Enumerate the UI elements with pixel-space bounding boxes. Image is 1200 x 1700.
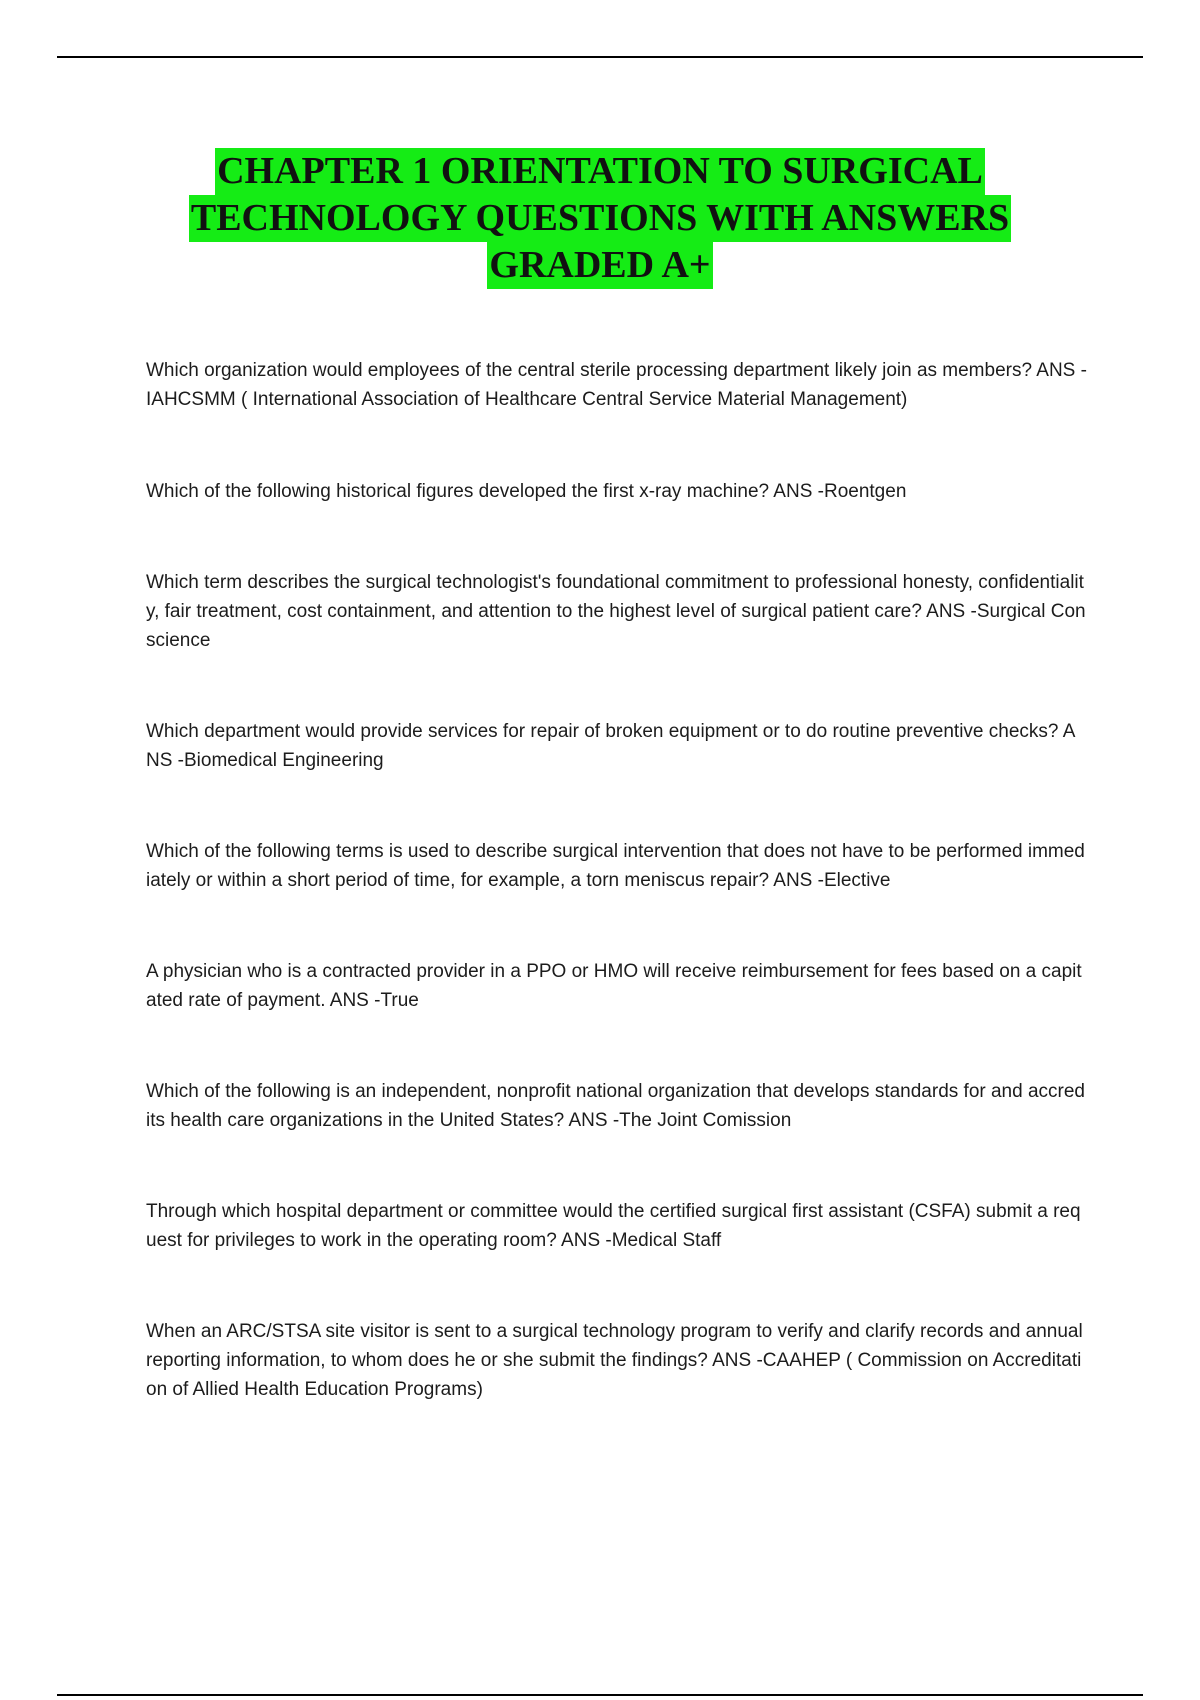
qa-item-3 (146, 568, 1088, 655)
question-text: Which organization would employees of the central sterile processing department likely join as members? (146, 360, 1033, 381)
title-line-1: CHAPTER 1 ORIENTATION TO SURGICAL (215, 148, 985, 195)
qa-item-9 (146, 1317, 1088, 1404)
title-line-3: GRADED A+ (487, 242, 712, 289)
top-rule (57, 56, 1143, 58)
qa-item-4 (146, 717, 1088, 775)
question-text: Which of the following is an independent, nonprofit national organization that develops standards for and accredits health care organizations in the United States? (146, 1081, 1085, 1131)
answer-text: ANS -IAHCSMM ( International Association of Healthcare Central Service Material Management) (146, 360, 1087, 410)
qa-item-8 (146, 1197, 1088, 1255)
question-text: Which of the following historical figures developed the first x-ray machine? (146, 481, 770, 502)
qa-item-1 (146, 356, 1088, 414)
question-text: Which of the following terms is used to describe surgical intervention that does not have to be performed immediately or within a short period of time, for example, a torn meniscus repair? (146, 841, 1085, 891)
question-text: Through which hospital department or committee would the certified surgical first assistant (CSFA) submit a request for privileges to work in the operating room? (146, 1201, 1081, 1251)
answer-text: ANS -Surgical Conscience (146, 601, 1086, 651)
qa-list (146, 356, 1088, 1404)
answer-text: ANS -True (325, 990, 419, 1011)
qa-item-5 (146, 837, 1088, 895)
document-title (57, 148, 1143, 289)
bottom-rule (57, 1694, 1143, 1696)
answer-text: ANS -Elective (769, 870, 891, 891)
answer-text: ANS -The Joint Comission (564, 1110, 792, 1131)
answer-text: ANS -CAAHEP ( Commission on Accreditation of Allied Health Education Programs) (146, 1350, 1082, 1400)
answer-text: ANS -Medical Staff (556, 1230, 722, 1251)
qa-item-7 (146, 1077, 1088, 1135)
question-text: A physician who is a contracted provider in a PPO or HMO will receive reimbursement for fees based on a capitated rate of payment. (146, 961, 1082, 1011)
title-line-2: TECHNOLOGY QUESTIONS WITH ANSWERS (189, 195, 1011, 242)
answer-text: ANS -Roentgen (769, 481, 907, 502)
question-text: Which department would provide services for repair of broken equipment or to do routine preventive checks? (146, 721, 1059, 742)
qa-item-6 (146, 957, 1088, 1015)
qa-item-2 (146, 477, 1088, 506)
answer-text: ANS -Biomedical Engineering (146, 721, 1076, 771)
question-text: When an ARC/STSA site visitor is sent to a surgical technology program to verify and clarify records and annual reporting information, to whom does he or she submit the findings? (146, 1321, 1083, 1371)
question-text: Which term describes the surgical technologist's foundational commitment to professional honesty, confidentiality, fair treatment, cost containment, and attention to the highest level of surgical patient care? (146, 572, 1084, 622)
